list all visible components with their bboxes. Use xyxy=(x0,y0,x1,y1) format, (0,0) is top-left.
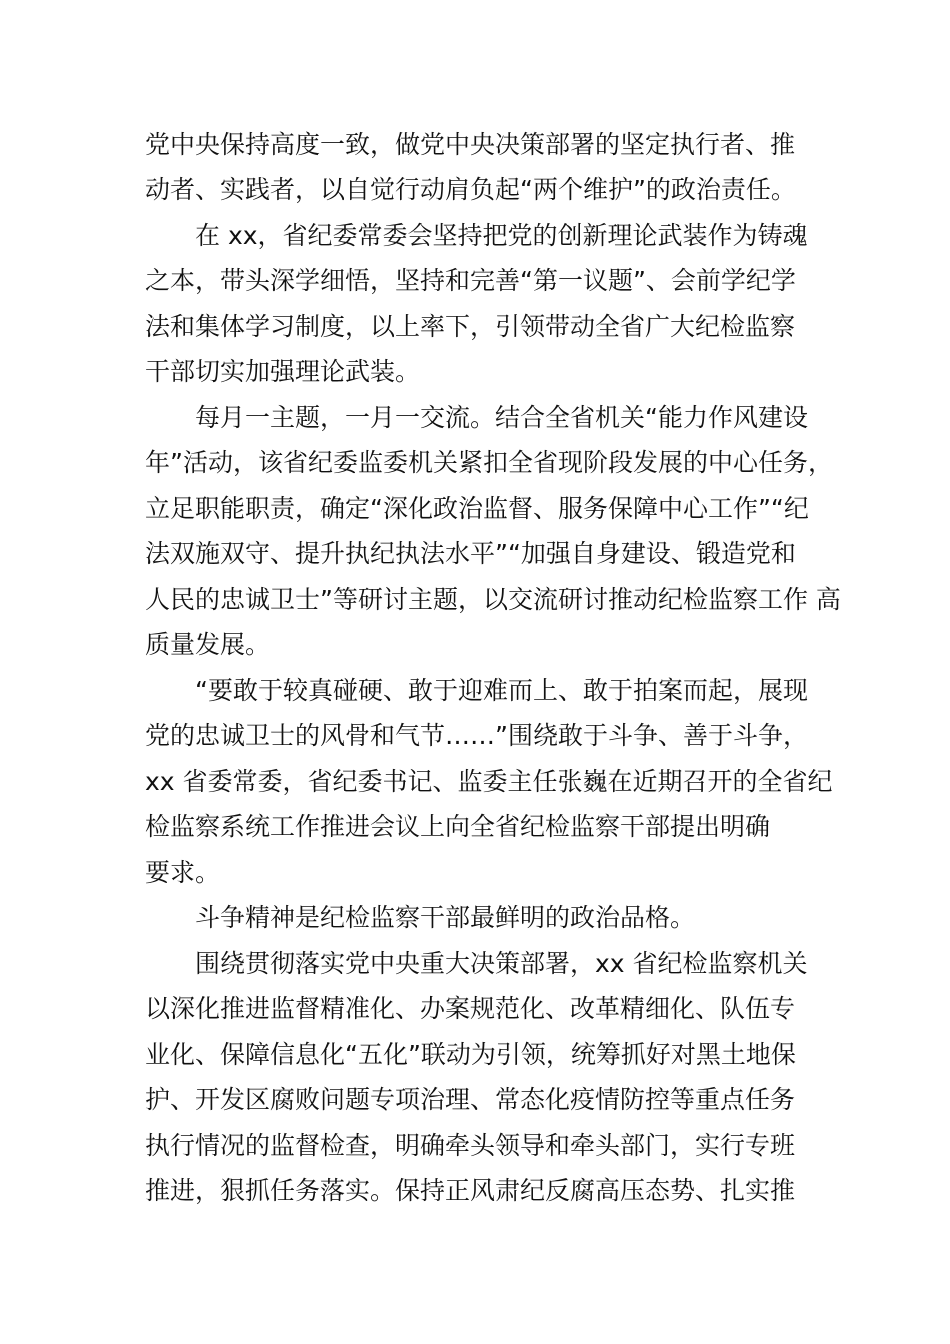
text-line-20: 以深化推进监督精准化、办案规范化、改革精细化、队伍专 xyxy=(145,994,796,1023)
text-line-18: 斗争精神是纪检监察干部最鲜明的政治品格。 xyxy=(195,903,696,932)
text-line-19: 围绕贯彻落实党中央重大决策部署，xx 省纪检监察机关 xyxy=(195,949,808,978)
text-line-3: 在 xx，省纪委常委会坚持把党的创新理论武装作为铸魂 xyxy=(195,221,808,250)
text-line-17: 要求。 xyxy=(145,858,221,887)
text-line-9: 立足职能职责，确定“深化政治监督、服务保障中心工作”“纪 xyxy=(145,494,809,523)
text-line-13: “要敢于较真碰硬、敢于迎难而上、敢于拍案而起，展现 xyxy=(195,676,808,705)
text-line-2: 动者、实践者，以自觉行动肩负起“两个维护”的政治责任。 xyxy=(145,175,796,204)
text-line-15: xx 省委常委，省纪委书记、监委主任张巍在近期召开的全省纪 xyxy=(145,767,833,796)
text-line-12: 质量发展。 xyxy=(145,630,271,659)
text-line-14: 党的忠诚卫士的风骨和气节……”围绕敢于斗争、善于斗争， xyxy=(145,721,808,750)
text-line-21: 业化、保障信息化“五化”联动为引领，统筹抓好对黑土地保 xyxy=(145,1040,796,1069)
text-line-4: 之本，带头深学细悟，坚持和完善“第一议题”、会前学纪学 xyxy=(145,266,796,295)
text-line-5: 法和集体学习制度，以上率下，引领带动全省广大纪检监察 xyxy=(145,312,796,341)
text-line-16: 检监察系统工作推进会议上向全省纪检监察干部提出明确 xyxy=(145,812,771,841)
text-line-6: 干部切实加强理论武装。 xyxy=(145,357,421,386)
text-line-7: 每月一主题，一月一交流。结合全省机关“能力作风建设 xyxy=(195,403,808,432)
text-line-24: 推进，狠抓任务落实。保持正风肃纪反腐高压态势、扎实推 xyxy=(145,1176,796,1205)
text-line-8: 年”活动，该省纪委监委机关紧扣全省现阶段发展的中心任务， xyxy=(145,448,833,477)
text-line-11: 人民的忠诚卫士”等研讨主题，以交流研讨推动纪检监察工作 高 xyxy=(145,585,841,614)
text-line-1: 党中央保持高度一致，做党中央决策部署的坚定执行者、推 xyxy=(145,130,796,159)
text-line-10: 法双施双守、提升执纪执法水平”“加强自身建设、锻造党和 xyxy=(145,539,796,568)
text-line-23: 执行情况的监督检查，明确牵头领导和牵头部门，实行专班 xyxy=(145,1131,796,1160)
text-line-22: 护、开发区腐败问题专项治理、常态化疫情防控等重点任务 xyxy=(145,1085,796,1114)
